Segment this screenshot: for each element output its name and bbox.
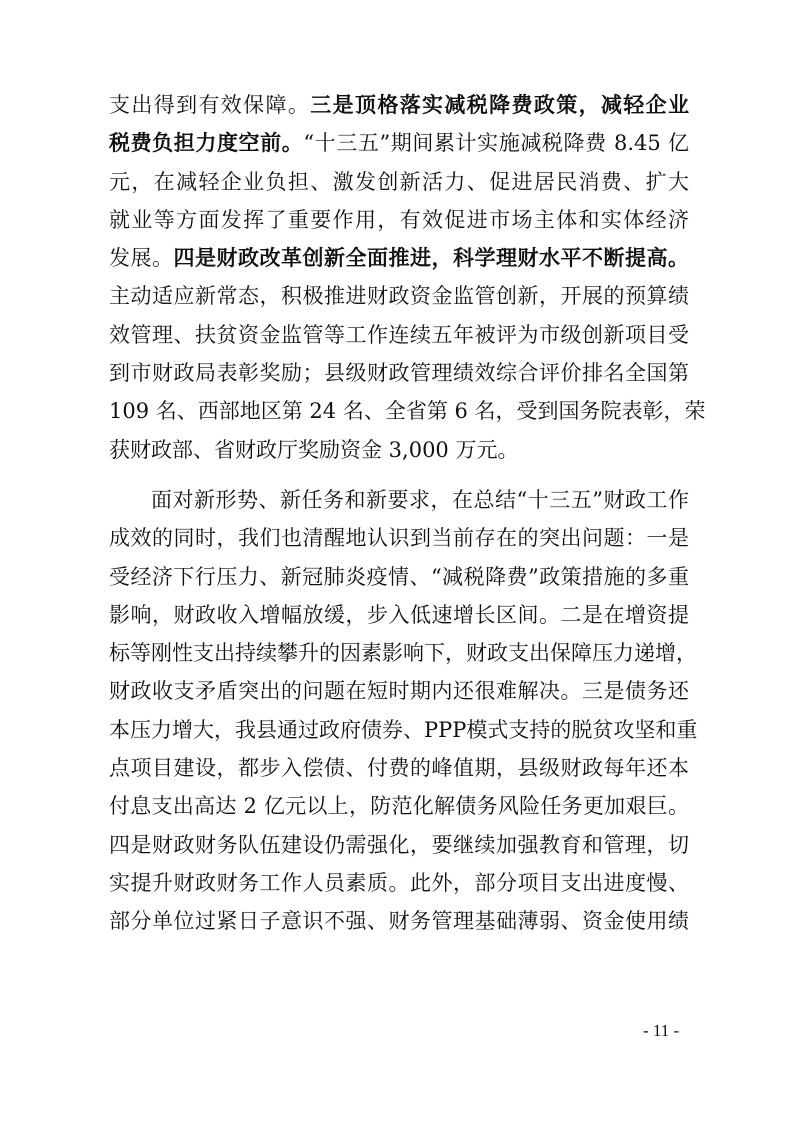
text-line: 元，在减轻企业负担、激发创新活力、促进居民消费、扩大: [109, 169, 689, 194]
text-line: 就业等方面发挥了重要作用，有效促进市场主体和实体经济: [109, 207, 689, 232]
text-line: [109, 124, 689, 162]
text-line: [109, 86, 689, 124]
text-line: 点项目建设，都步入偿债、付费的峰值期，县级财政每年还本: [109, 756, 689, 781]
text-line: 影响，财政收入增幅放缓，步入低速增长区间。二是在增资提: [109, 602, 689, 627]
text-line: [109, 239, 689, 277]
text-run: 支出得到有效保障。: [109, 93, 311, 117]
text-line: 主动适应新常态，积极推进财政资金监管创新，开展的预算绩: [109, 284, 689, 309]
text-line: 109 名、西部地区第 24 名、全省第 6 名，受到国务院表彰，荣: [109, 399, 706, 424]
body-text: [109, 86, 706, 941]
page-number: - 11 -: [643, 1021, 680, 1040]
text-line: 面对新形势、新任务和新要求，在总结“十三五”财政工作: [151, 487, 689, 512]
text-line: 付息支出高达 2 亿元以上，防范化解债务风险任务更加艰巨。: [109, 794, 689, 819]
text-line: 效管理、扶贫资金监管等工作连续五年被评为市级创新项目受: [109, 322, 689, 347]
text-run: “十三五”期间累计实施减税降费 8.45 亿: [303, 131, 689, 156]
text-line: 财政收支矛盾突出的问题在短时期内还很难解决。三是债务还: [109, 679, 689, 704]
text-run: 发展。: [109, 246, 174, 271]
paragraph-2: [109, 481, 698, 941]
text-line: 标等刚性支出持续攀升的因素影响下，财政支出保障压力递增，: [109, 641, 697, 666]
bold-text-run: 三是顶格落实减税降费政策，减轻企业: [310, 92, 690, 117]
text-line: 部分单位过紧日子意识不强、财务管理基础薄弱、资金使用绩: [109, 909, 689, 934]
bold-text-run: 四是财政改革创新全面推进，科学理财水平不断提高。: [173, 245, 689, 271]
text-line: 本压力增大，我县通过政府债券、PPP模式支持的脱贫攻坚和重: [109, 717, 698, 742]
text-line: 成效的同时，我们也清醒地认识到当前存在的突出问题：一是: [109, 526, 689, 551]
text-line: 受经济下行压力、新冠肺炎疫情、“减税降费”政策措施的多重: [109, 564, 689, 589]
text-line: 获财政部、省财政厅奖励资金 3,000 万元。: [109, 437, 519, 462]
text-line: 四是财政财务队伍建设仍需强化，要继续加强教育和管理，切: [109, 832, 689, 857]
text-line: 到市财政局表彰奖励；县级财政管理绩效综合评价排名全国第: [109, 361, 689, 386]
paragraph-1: [109, 86, 706, 469]
paragraph-gap: [109, 469, 689, 481]
text-line: 实提升财政财务工作人员素质。此外，部分项目支出进度慢、: [109, 870, 689, 895]
bold-text-run: 税费负担力度空前。: [109, 130, 304, 156]
